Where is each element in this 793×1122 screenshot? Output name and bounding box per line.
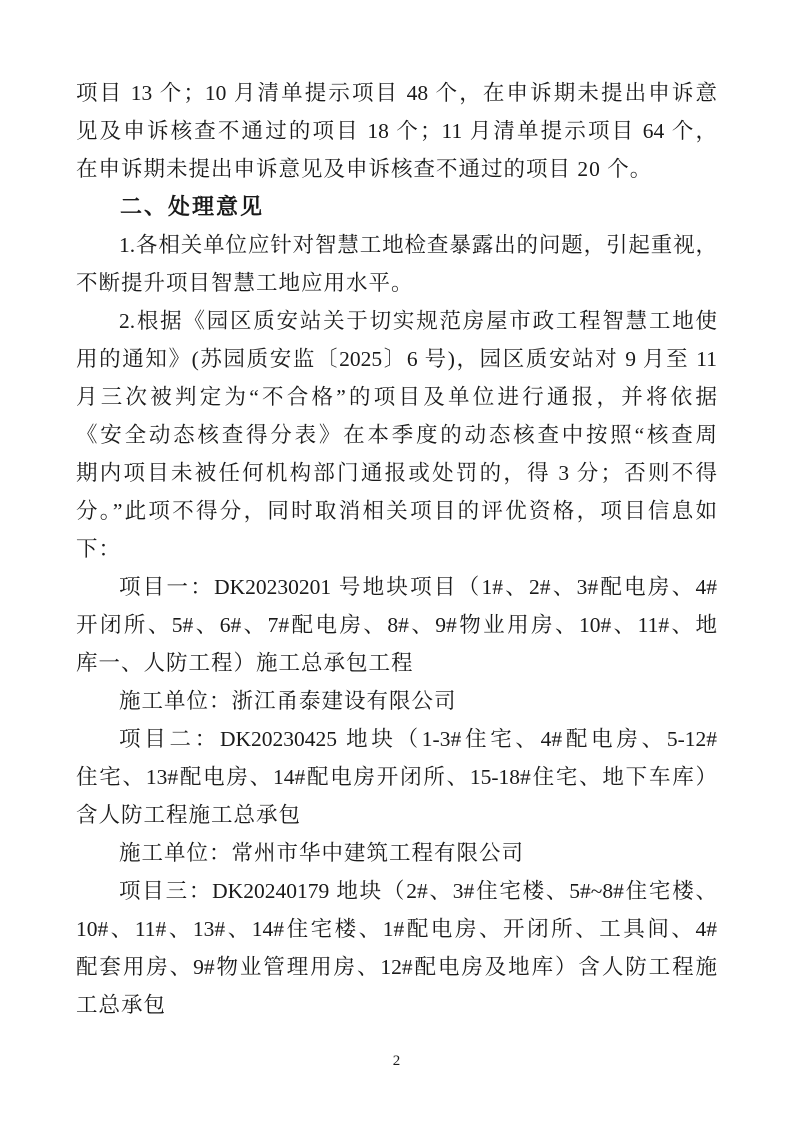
paragraph-line: 项目 13 个；10 月清单提示项目 48 个，在申诉期未提出申诉意	[76, 81, 717, 105]
paragraph-line: 1.各相关单位应针对智慧工地检查暴露出的问题，引起重视，	[119, 233, 717, 257]
project-one-line: 开闭所、5#、6#、7#配电房、8#、9#物业用房、10#、11#、地	[76, 613, 717, 637]
paragraph-line: 分。”此项不得分，同时取消相关项目的评优资格，项目信息如	[76, 499, 717, 523]
paragraph-line: 见及申诉核查不通过的项目 18 个；11 月清单提示项目 64 个，	[76, 119, 717, 143]
paragraph-line: 《安全动态核查得分表》在本季度的动态核查中按照“核查周	[76, 423, 717, 447]
paragraph-line: 用的通知》(苏园质安监〔2025〕6 号)，园区质安站对 9 月至 11	[76, 347, 717, 371]
paragraph-line: 在申诉期未提出申诉意见及申诉核查不通过的项目 20 个。	[76, 157, 653, 181]
page-number: 2	[392, 1053, 401, 1069]
paragraph-line: 不断提升项目智慧工地应用水平。	[76, 271, 414, 295]
project-three-line: 配套用房、9#物业管理用房、12#配电房及地库）含人防工程施	[76, 955, 717, 979]
project-one-line: 项目一：DK20230201 号地块项目（1#、2#、3#配电房、4#	[119, 575, 717, 599]
paragraph-line: 下：	[76, 537, 122, 561]
project-two-line: 含人防工程施工总承包	[76, 803, 302, 827]
document-body	[76, 74, 717, 1024]
paragraph-line: 2.根据《园区质安站关于切实规范房屋市政工程智慧工地使	[119, 309, 717, 333]
section-heading: 二、处理意见	[120, 194, 265, 219]
paragraph-line: 期内项目未被任何机构部门通报或处罚的，得 3 分；否则不得	[76, 461, 717, 485]
project-two-line: 住宅、13#配电房、14#配电房开闭所、15-18#住宅、地下车库）	[76, 765, 717, 789]
project-two-line: 项目二：DK20230425 地块（1-3#住宅、4#配电房、5-12#	[119, 727, 717, 751]
project-three-line: 项目三：DK20240179 地块（2#、3#住宅楼、5#~8#住宅楼、	[119, 879, 717, 903]
contractor-line: 施工单位：常州市华中建筑工程有限公司	[119, 841, 525, 865]
project-three-line: 10#、11#、13#、14#住宅楼、1#配电房、开闭所、工具间、4#	[76, 917, 717, 941]
project-one-line: 库一、人防工程）施工总承包工程	[76, 651, 414, 675]
paragraph-line: 月三次被判定为“不合格”的项目及单位进行通报，并将依据	[76, 385, 717, 409]
project-three-line: 工总承包	[76, 993, 167, 1017]
contractor-line: 施工单位：浙江甬泰建设有限公司	[119, 689, 457, 713]
